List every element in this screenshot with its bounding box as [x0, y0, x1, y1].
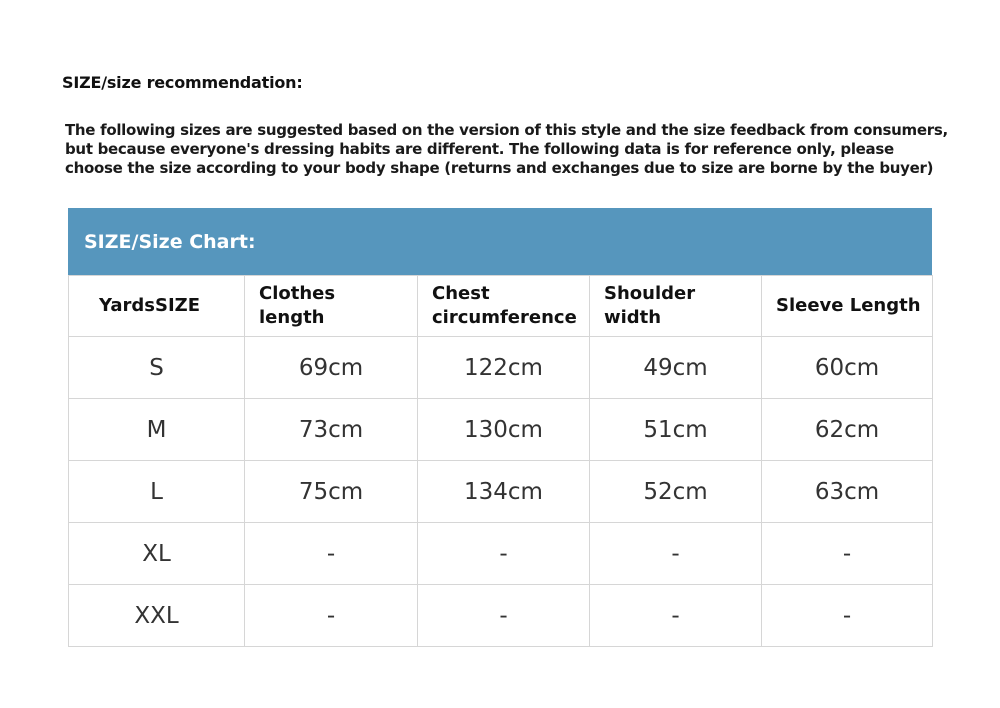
table-cell: 122cm: [418, 337, 590, 399]
column-header-shoulder: [590, 276, 762, 337]
column-header-label: circumference: [432, 307, 577, 328]
table-cell: 73cm: [245, 399, 418, 461]
intro-line: but because everyone's dressing habits are different. The following data is for reference only, please: [65, 140, 894, 158]
column-header-size: [69, 276, 245, 337]
column-header-chest: [418, 276, 590, 337]
table-cell: 69cm: [245, 337, 418, 399]
column-header-clothes-length: [245, 276, 418, 337]
table-row: [69, 585, 933, 647]
table-cell: -: [418, 585, 590, 647]
table-cell: -: [590, 523, 762, 585]
size-cell: S: [69, 337, 245, 399]
table-cell: 60cm: [762, 337, 933, 399]
size-cell: M: [69, 399, 245, 461]
table-cell: -: [418, 523, 590, 585]
table-cell: -: [590, 585, 762, 647]
table-header-row: [69, 276, 933, 337]
intro-line: choose the size according to your body shape (returns and exchanges due to size are borne by the buyer): [65, 159, 934, 177]
column-header-label: Chest: [432, 283, 490, 304]
section-heading: SIZE/size recommendation:: [62, 73, 303, 92]
column-header-label: Clothes: [259, 283, 336, 304]
table-cell: -: [245, 523, 418, 585]
table-cell: -: [245, 585, 418, 647]
size-chart-title: SIZE/Size Chart:: [68, 208, 932, 275]
size-cell: L: [69, 461, 245, 523]
size-chart: [68, 208, 932, 647]
table-cell: 52cm: [590, 461, 762, 523]
column-header-label: YardsSIZE: [99, 295, 201, 316]
table-cell: 130cm: [418, 399, 590, 461]
size-cell: XL: [69, 523, 245, 585]
column-header-label: Sleeve Length: [776, 295, 921, 316]
table-cell: -: [762, 523, 933, 585]
table-cell: 49cm: [590, 337, 762, 399]
intro-paragraph: [65, 121, 948, 178]
table-row: [69, 399, 933, 461]
table-row: [69, 523, 933, 585]
table-cell: 134cm: [418, 461, 590, 523]
table-cell: 75cm: [245, 461, 418, 523]
intro-line: The following sizes are suggested based on the version of this style and the size feedback from consumers,: [65, 121, 948, 139]
table-cell: 51cm: [590, 399, 762, 461]
size-table: [68, 275, 933, 647]
column-header-label: length: [259, 307, 325, 328]
table-cell: 62cm: [762, 399, 933, 461]
column-header-sleeve: [762, 276, 933, 337]
size-cell: XXL: [69, 585, 245, 647]
column-header-label: width: [604, 307, 662, 328]
column-header-label: Shoulder: [604, 283, 696, 304]
table-cell: 63cm: [762, 461, 933, 523]
table-row: [69, 337, 933, 399]
table-cell: -: [762, 585, 933, 647]
table-row: [69, 461, 933, 523]
